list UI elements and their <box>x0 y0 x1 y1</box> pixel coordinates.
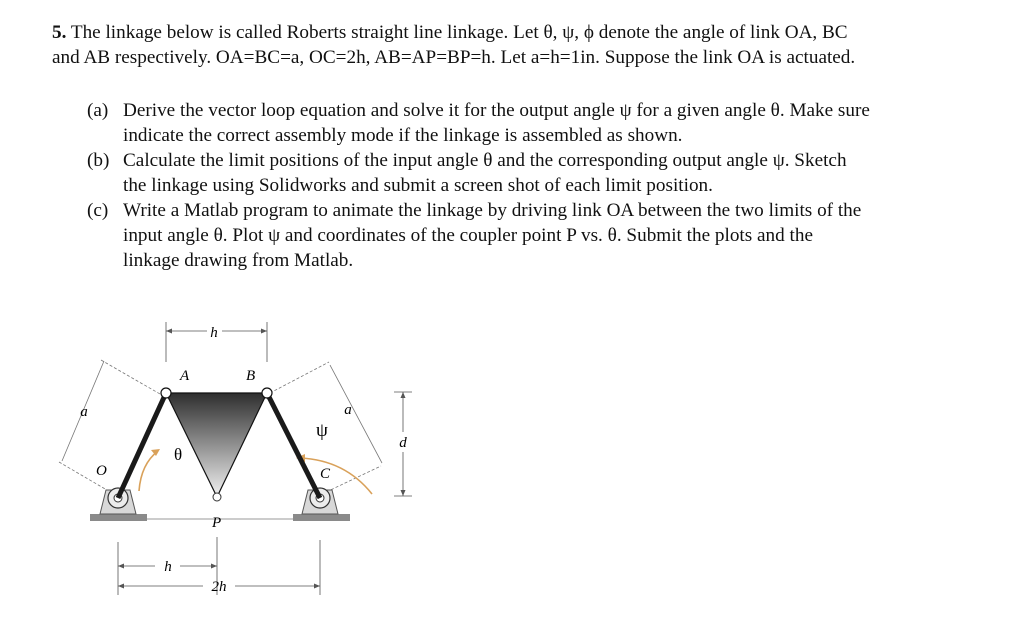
part-label: (c) <box>87 200 109 221</box>
label-A: A <box>180 368 190 384</box>
joint-B <box>262 388 272 398</box>
ground-left <box>90 514 147 521</box>
pivot-O <box>100 488 136 514</box>
intro-line-1: 5. The linkage below is called Roberts straight line linkage. Let θ, ψ, ϕ denote the angle of link OA, BC <box>52 22 848 43</box>
part-text-line: linkage drawing from Matlab. <box>123 250 354 271</box>
label-theta: θ <box>174 445 183 464</box>
label-a-right: a <box>344 402 352 418</box>
part-text-line: Derive the vector loop equation and solve it for the output angle ψ for a given angle θ. Make sure <box>123 100 870 121</box>
label-B: B <box>246 368 256 384</box>
dimension-d <box>394 392 412 496</box>
label-O: O <box>96 463 107 479</box>
label-C: C <box>320 466 331 482</box>
roberts-linkage-figure <box>0 300 440 618</box>
link-OA <box>118 393 166 498</box>
part-a <box>87 98 987 148</box>
part-text-line: Write a Matlab program to animate the linkage by driving link OA between the two limits of the <box>123 200 862 221</box>
label-d: d <box>399 435 407 451</box>
label-psi: ψ <box>316 420 328 441</box>
label-P: P <box>212 515 222 531</box>
dimension-2h <box>118 540 320 595</box>
label-2h: 2h <box>211 579 227 595</box>
part-label: (b) <box>87 150 110 171</box>
problem-parts <box>87 98 987 273</box>
part-b <box>87 148 987 198</box>
part-label: (a) <box>87 100 109 121</box>
part-text-line: input angle θ. Plot ψ and coordinates of the coupler point P vs. θ. Submit the plots and the <box>123 225 813 246</box>
label-h-top: h <box>210 325 218 341</box>
dimension-a-left <box>59 360 160 493</box>
dimension-h-top <box>166 322 267 362</box>
problem-number: 5. <box>52 22 67 43</box>
part-text-line: Calculate the limit positions of the input angle θ and the corresponding output angle ψ. Sketch <box>123 150 847 171</box>
label-a-left: a <box>80 404 88 420</box>
problem-statement <box>52 20 1012 70</box>
intro-line-2: and AB respectively. OA=BC=a, OC=2h, AB=AP=BP=h. Let a=h=1in. Suppose the link OA is actuated. <box>52 47 856 68</box>
theta-angle-arc <box>139 451 158 491</box>
link-BC <box>267 393 320 498</box>
part-c <box>87 198 987 273</box>
label-h-bottom: h <box>164 559 172 575</box>
theta-arrow-icon <box>151 449 160 456</box>
coupler-point-P <box>213 493 221 501</box>
joint-A <box>161 388 171 398</box>
ground-right <box>293 514 350 521</box>
part-text-line: the linkage using Solidworks and submit a screen shot of each limit position. <box>123 175 713 196</box>
part-text-line: indicate the correct assembly mode if the linkage is assembled as shown. <box>123 125 683 146</box>
pivot-C <box>302 488 338 514</box>
